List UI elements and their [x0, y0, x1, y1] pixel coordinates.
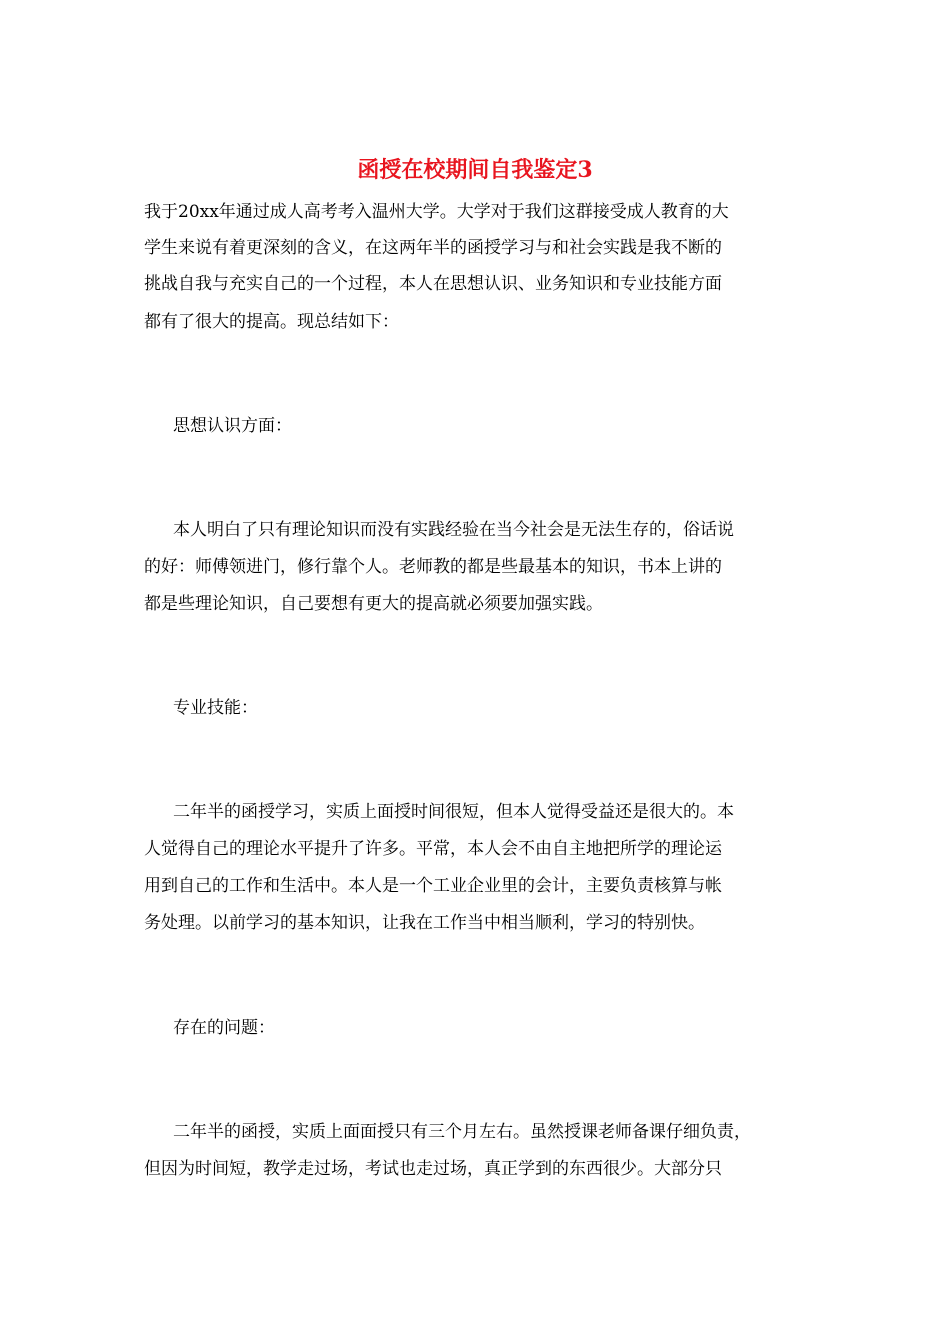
paragraph-2-line-2: 的好：师傅领进门，修行靠个人。老师教的都是些最基本的知识，书本上讲的	[144, 557, 722, 577]
section-heading-skills: 专业技能：	[173, 698, 258, 718]
paragraph-1-line-3: 挑战自我与充实自己的一个过程，本人在思想认识、业务知识和专业技能方面	[144, 274, 722, 294]
paragraph-1-line-1: 我于20xx年通过成人高考考入温州大学。大学对于我们这群接受成人教育的大	[144, 202, 729, 222]
paragraph-1-line-2: 学生来说有着更深刻的含义，在这两年半的函授学习与和社会实践是我不断的	[144, 238, 722, 258]
section-heading-problems: 存在的问题：	[173, 1018, 275, 1038]
paragraph-4-line-2: 但因为时间短，教学走过场，考试也走过场，真正学到的东西很少。大部分只	[144, 1159, 722, 1179]
paragraph-2-line-1: 本人明白了只有理论知识而没有实践经验在当今社会是无法生存的，俗话说	[173, 520, 734, 540]
paragraph-3-line-3: 用到自己的工作和生活中。本人是一个工业企业里的会计，主要负责核算与帐	[144, 876, 722, 896]
paragraph-3-line-2: 人觉得自己的理论水平提升了许多。平常，本人会不由自主地把所学的理论运	[144, 839, 722, 859]
paragraph-1-line-4: 都有了很大的提高。现总结如下：	[144, 312, 399, 332]
paragraph-2-line-3: 都是些理论知识，自己要想有更大的提高就必须要加强实践。	[144, 594, 603, 614]
paragraph-3-line-4: 务处理。以前学习的基本知识，让我在工作当中相当顺利，学习的特别快。	[144, 913, 705, 933]
paragraph-3-line-1: 二年半的函授学习，实质上面授时间很短，但本人觉得受益还是很大的。本	[173, 802, 734, 822]
document-title: 函授在校期间自我鉴定3	[357, 157, 593, 183]
paragraph-4-line-1: 二年半的函授，实质上面面授只有三个月左右。虽然授课老师备课仔细负责，	[173, 1122, 751, 1142]
section-heading-thinking: 思想认识方面：	[173, 416, 292, 436]
